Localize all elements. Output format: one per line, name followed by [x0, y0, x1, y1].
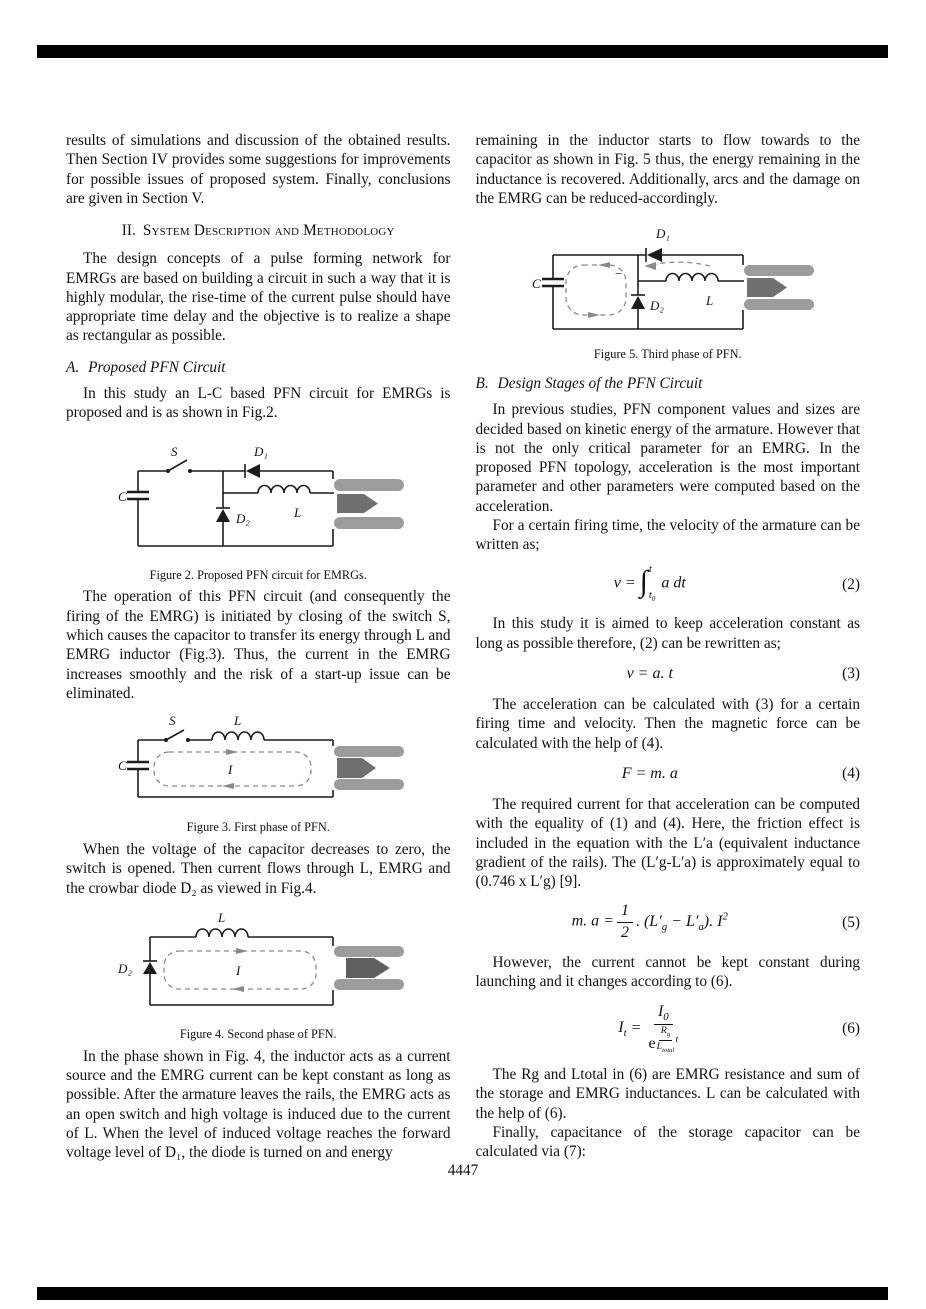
equation-6: [476, 1003, 861, 1054]
current-arrow-right: [588, 312, 600, 318]
equation-3-number: (3): [842, 665, 860, 683]
top-redaction-bar: [37, 45, 888, 58]
subsection-b-title: Design Stages of the PFN Circuit: [497, 375, 703, 393]
equation-3: [476, 664, 861, 684]
exponent: Rg Ltotal t: [656, 1025, 679, 1054]
integral-sign: ∫: [639, 565, 648, 599]
equation-4: [476, 764, 861, 784]
subsection-a-number: A.: [66, 358, 80, 376]
subsection-a-title: Proposed PFN Circuit: [88, 358, 226, 376]
label-diode-1: D₁: [254, 444, 269, 460]
equation-5-expression: m. a = $\frac{1}{2}$ . $(L'_g - L'_a)$. $I^2$: [571, 902, 728, 941]
paragraph-capacitance: Finally, capacitance of the storage capacitor can be calculated via (7):: [475, 1123, 860, 1161]
equation-4-expression: F = m. a: [621, 764, 678, 782]
subsection-a-heading: [66, 358, 451, 377]
paragraph-previous-studies: In previous studies, PFN component values and sizes are decided based on kinetic energy of the armature. However that is not the only critical parameter for an EMRG. In the proposed PFN topology, acceleration is the most important parameter and other parameters were computed based on the acceleration.: [475, 401, 860, 515]
exponent-fraction: $\frac{R_g}{L_{total}}$: [656, 1025, 675, 1054]
label-diode-2: D₂: [236, 511, 251, 527]
figure-5: [476, 217, 861, 362]
equation-5-number: (5): [842, 913, 860, 931]
equation-2-number: (2): [842, 575, 860, 593]
inductor-coil: [196, 929, 248, 937]
equation-6-number: (6): [842, 1019, 860, 1037]
diode-d2-symbol: [631, 296, 645, 309]
bottom-redaction-bar: [37, 1287, 888, 1300]
diode-d1-symbol: [246, 464, 260, 478]
current-arrow-right: [236, 948, 248, 954]
label-inductor: L: [218, 909, 226, 925]
label-diode-2: D₂: [649, 298, 664, 314]
paragraph-required-current: The required current for that acceleration can be computed with the equality of (1) and (4). Here, the friction effect is included in the equation with the L′a (equivalent inductance gradient of the rails). The (L′g-L′a) is approximately equal to (0.746 x L′g) [9].: [475, 796, 860, 891]
figure-3: [66, 712, 451, 835]
paragraph-proposed-circuit: In this study an L-C based PFN circuit for EMRGs is proposed and is as shown in Fig.2.: [66, 384, 451, 422]
integral-limits: t $t_0$: [648, 564, 656, 604]
figure-4-circuit: [108, 907, 408, 1019]
label-capacitor: C: [118, 758, 127, 774]
label-inductor: L: [705, 293, 713, 309]
paragraph-constant-acceleration: In this study it is aimed to keep acceleration constant as long as possible therefore, (2) can be rewritten as;: [475, 615, 860, 652]
current-loop: [154, 749, 311, 789]
equation-2-expression: v = ∫ t $t_0$ a dt: [613, 564, 686, 604]
switch-contact-dot: [164, 738, 168, 742]
figure-4-caption: Figure 4. Second phase of PFN.: [179, 1027, 337, 1042]
label-capacitor: C: [118, 489, 127, 505]
armature-arrow: [747, 278, 787, 297]
equation-2: [476, 565, 861, 603]
figure-3-circuit: [108, 712, 408, 812]
equation-3-expression: v = a. t: [626, 665, 673, 682]
current-arrow-right: [226, 749, 238, 755]
equation-5: [476, 902, 861, 942]
label-current: I: [236, 962, 241, 978]
current-arrow-left: [598, 262, 610, 268]
inductor-coil: [258, 486, 310, 494]
label-current: I: [228, 762, 233, 778]
paragraph-magnetic-force: The acceleration can be calculated with (3) for a certain firing time and velocity. Then the magnetic force can be calculated with the help of (4).: [475, 696, 860, 752]
section-heading-system-description: [66, 221, 451, 240]
subsection-b-heading: [476, 374, 861, 393]
switch-contact-dot: [188, 469, 192, 473]
circuit-wires: [542, 248, 744, 329]
diode-d2-symbol: [143, 962, 157, 974]
inductor-coil: [666, 274, 718, 282]
switch-symbol: [168, 460, 187, 471]
figure-5-caption: Figure 5. Third phase of PFN.: [593, 347, 742, 362]
label-capacitor: C: [531, 276, 541, 292]
armature-arrow: [337, 494, 378, 513]
armature-arrow: [337, 758, 376, 778]
page-number: 4447: [447, 1162, 479, 1179]
switch-symbol: [166, 730, 184, 740]
rails: [334, 479, 404, 529]
left-column: [66, 131, 451, 1162]
section-title: System Description and Methodology: [142, 222, 395, 240]
two-column-content: [66, 131, 860, 1162]
inductor-coil: [212, 732, 264, 740]
recovery-path: [652, 262, 710, 266]
fraction-one-half: $\frac{1}{2}$: [617, 902, 633, 942]
circuit-wires: [127, 460, 334, 546]
equation-4-number: (4): [842, 765, 860, 783]
armature-arrow: [346, 958, 390, 978]
figure-5-circuit: [518, 217, 818, 339]
switch-contact-dot: [186, 738, 190, 742]
equation-6-expression: $I_t$ = $I_0$ e $^{\frac{R_g}{L_{total}} t}$: [618, 1002, 679, 1054]
paragraph-operation: The operation of this PFN circuit (and consequently the firing of the EMRG) is initiated by closing of the switch S, which causes the capacitor to transfer its energy through L and EMRG inductor (Fig.3). Thus, the current in the EMRG increases smoothly and the risk of a start-up issue can be eliminated.: [66, 588, 451, 702]
section-number: II.: [121, 222, 136, 240]
rails: [334, 746, 404, 790]
paragraph-phase-four: In the phase shown in Fig. 4, the inductor acts as a current source and the EMRG current can be kept constant as long as possible. After the armature leaves the rails, the EMRG acts as an open switch and high voltage is induced due to the current of L. When the level of induced voltage reaches the forward voltage level of D₁, the diode is turned on and energy: [66, 1047, 451, 1162]
right-column: [476, 131, 861, 1162]
paragraph-switch-opened: When the voltage of the capacitor decreases to zero, the switch is opened. Then current flows through L, EMRG and the crowbar diode D₂ as viewed in Fig.4.: [66, 841, 451, 897]
label-minus-sign: −: [613, 266, 623, 282]
label-inductor: L: [234, 713, 242, 729]
label-diode-1: D₁: [655, 226, 670, 242]
figure-2: [66, 431, 451, 582]
paragraph-design-concepts: The design concepts of a pulse forming network for EMRGs are based on building a circuit in such a way that it is highly modular, the rise-time of the current pulse should have appropriate time delay and the objective is to realize a shape as rectangular as possible.: [66, 250, 451, 345]
paragraph-rg-ltotal: The Rg and Ltotal in (6) are EMRG resistance and sum of the storage and EMRG inductances. L can be calculated with the help of (6).: [475, 1066, 860, 1122]
label-inductor: L: [294, 505, 302, 521]
label-switch: S: [171, 444, 178, 460]
figure-3-caption: Figure 3. First phase of PFN.: [186, 820, 330, 835]
label-diode-2: D₂: [118, 960, 133, 976]
paragraph-intro-continuation: results of simulations and discussion of the obtained results. Then Section IV provides some suggestions for improvements for possible issues of proposed system. Finally, conclusions are given in Section V.: [66, 132, 451, 207]
rails: [744, 265, 814, 310]
figure-2-circuit: [108, 431, 408, 559]
label-switch: S: [169, 713, 176, 729]
figure-2-caption: Figure 2. Proposed PFN circuit for EMRGs.: [149, 567, 367, 582]
rails: [334, 946, 404, 990]
paragraph-current-not-constant: However, the current cannot be kept constant during launching and it changes according to (6).: [475, 954, 860, 991]
current-arrow-left: [232, 986, 244, 992]
main-fraction: $I_0$ e $^{\frac{R_g}{L_{total}} t}$: [648, 1002, 679, 1054]
paragraph-energy-recovery: remaining in the inductor starts to flow towards to the capacitor as shown in Fig. 5 thus, the energy remaining in the inductance is recovered. Additionally, arcs and the damage on the EMRG can be reduced-accordingly.: [475, 132, 860, 207]
subsection-b-number: B.: [475, 375, 489, 393]
diode-d1-symbol: [647, 248, 662, 262]
current-arrow-left: [222, 783, 234, 789]
paragraph-firing-time: For a certain firing time, the velocity of the armature can be written as;: [475, 516, 860, 554]
switch-contact-dot: [166, 469, 170, 473]
current-arrow-left: [644, 262, 656, 270]
figure-4: [66, 907, 451, 1042]
diode-d2-symbol: [216, 509, 230, 522]
